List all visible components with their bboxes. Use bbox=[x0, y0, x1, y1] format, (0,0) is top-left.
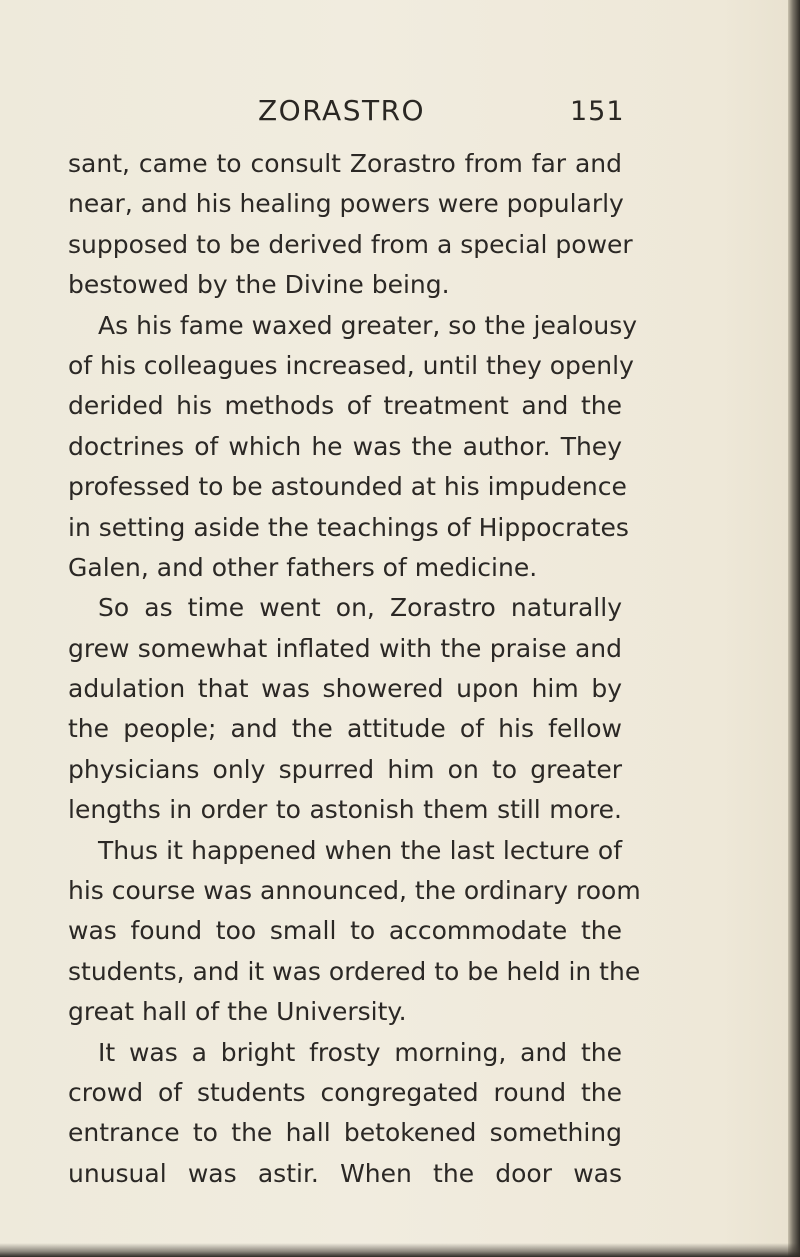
text-line: entrance to the hall betokened something bbox=[68, 1118, 622, 1148]
page-edge-bottom bbox=[0, 1243, 800, 1257]
text-line: bestowed by the Divine being. bbox=[68, 270, 450, 300]
text-line: Galen, and other fathers of medicine. bbox=[68, 552, 538, 582]
body-text bbox=[68, 144, 641, 1194]
text-line: crowd of students congregated round the bbox=[68, 1077, 622, 1107]
text-line: As his fame waxed greater, so the jealousy bbox=[98, 310, 638, 340]
text-line: Thus it happened when the last lecture of bbox=[98, 835, 622, 865]
text-line: in setting aside the teachings of Hippocrates bbox=[68, 512, 629, 542]
text-line: grew somewhat inflated with the praise and bbox=[68, 633, 622, 663]
page-title: ZORASTRO bbox=[258, 94, 426, 127]
page-number: 151 bbox=[570, 96, 625, 127]
text-line: lengths in order to astonish them still more. bbox=[68, 795, 622, 825]
text-line: sant, came to consult Zorastro from far and bbox=[68, 149, 622, 178]
text-line: great hall of the University. bbox=[68, 997, 407, 1027]
text-line: So as time went on, Zorastro naturally bbox=[98, 593, 622, 623]
text-line: the people; and the attitude of his fellow bbox=[68, 714, 622, 744]
text-line: near, and his healing powers were popularly bbox=[68, 189, 624, 219]
page-edge-right bbox=[788, 0, 800, 1257]
text-line: professed to be astounded at his impudence bbox=[68, 472, 627, 502]
text-line: students, and it was ordered to be held in the bbox=[68, 956, 641, 986]
text-line: derided his methods of treatment and the bbox=[68, 391, 622, 421]
text-line: supposed to be derived from a special power bbox=[68, 229, 633, 259]
running-head bbox=[0, 94, 800, 134]
text-line: his course was announced, the ordinary room bbox=[68, 876, 641, 906]
text-line: was found too small to accommodate the bbox=[68, 916, 622, 946]
text-line: adulation that was showered upon him by bbox=[68, 674, 622, 704]
text-line: of his colleagues increased, until they openly bbox=[68, 350, 634, 380]
text-line: unusual was astir. When the door was bbox=[68, 1158, 622, 1188]
text-line: doctrines of which he was the author. They bbox=[68, 431, 622, 461]
text-line: physicians only spurred him on to greater bbox=[68, 754, 622, 784]
text-line: It was a bright frosty morning, and the bbox=[98, 1037, 622, 1067]
